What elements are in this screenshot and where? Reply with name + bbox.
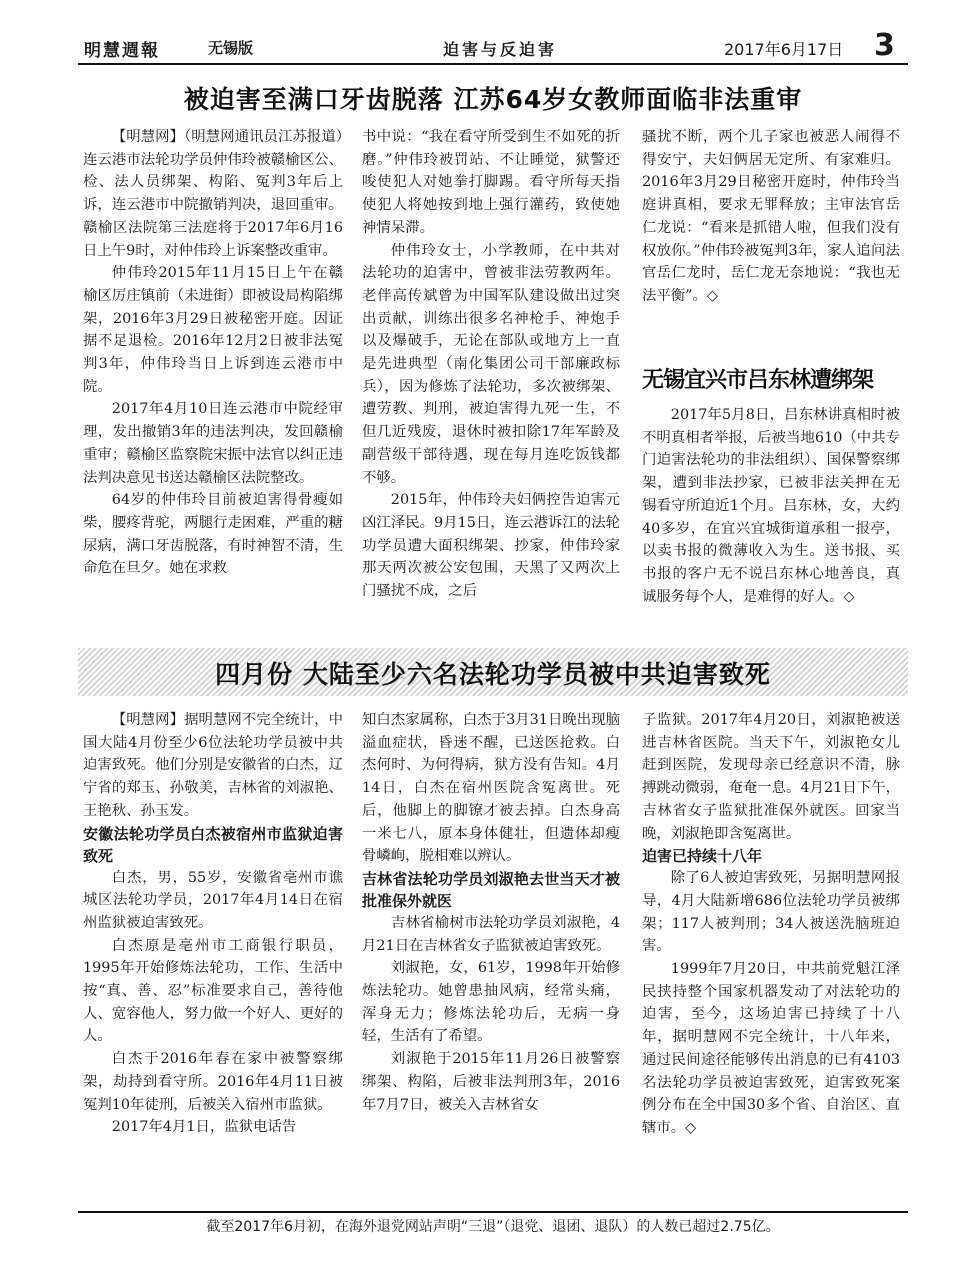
article1-column-2 bbox=[362, 126, 620, 603]
paragraph: 仲伟玲2015年11月15日上午在赣榆区厉庄镇前（未进街）即被设局构陷绑架，2016年3月29日被秘密开庭。因证据不足退检。2016年12月2日被非法冤判3年，仲伟玲当日上诉到连云港市中院。 bbox=[83, 265, 343, 395]
paragraph: 子监狱。2017年4月20日，刘淑艳被送进吉林省医院。当天下午，刘淑艳女儿赶到医院，发现母亲已经意识不清，脉搏跳动微弱，奄奄一息。4月21日下午，吉林省女子监狱批准保外就医。回家当晚，刘淑艳即含冤离世。 bbox=[642, 712, 900, 842]
subheading: 迫害已持续十八年 bbox=[642, 847, 763, 866]
article3-column-1 bbox=[83, 709, 343, 1139]
paragraph: 【明慧网】据明慧网不完全统计，中国大陆4月份至少6位法轮功学员被中共迫害致死。他们分别是安徽省的白杰，辽宁省的郑玉、孙敬美，吉林省的刘淑艳、王艳秋、孙玉发。 bbox=[83, 712, 343, 819]
paragraph: 刘淑艳于2015年11月26日被警察绑架、构陷，后被非法判刑3年，2016年7月7日，被关入吉林省女 bbox=[362, 1051, 620, 1113]
paragraph: 骚扰不断，两个儿子家也被恶人闹得不得安宁，夫妇俩居无定所、有家难归。2016年3月29日秘密开庭时，仲伟玲当庭讲真相，要求无罪释放；主审法官岳仁龙说：“看来是抓错人啦，但我们没有权放你。”仲伟玲被冤判3年，家人追问法官岳仁龙时，岳仁龙无奈地说：“我也无法平衡”。◇ bbox=[642, 129, 900, 304]
paragraph: 白杰，男，55岁，安徽省亳州市谯城区法轮功学员，2017年4月14日在宿州监狱被迫害致死。 bbox=[83, 869, 343, 931]
article3-headline: 四月份 大陆至少六名法轮功学员被中共迫害致死 bbox=[215, 660, 771, 689]
edition-label: 无锡版 bbox=[208, 39, 254, 57]
paragraph: 2015年，仲伟玲夫妇俩控告迫害元凶江泽民。9月15日，连云港诉江的法轮功学员遭大面积绑架、抄家，仲伟玲家那天两次被公安包围，天黑了又两次上门骚扰不成，之后 bbox=[362, 492, 620, 600]
paragraph: 刘淑艳，女，61岁，1998年开始修炼法轮功。她曾患抽风病，经常头痛，浑身无力；修炼法轮功后，无病一身轻，生活有了希望。 bbox=[362, 960, 620, 1045]
page-header bbox=[78, 30, 908, 66]
article2-body bbox=[642, 404, 900, 608]
paragraph: 1999年7月20日，中共前党魁江泽民挟持整个国家机器发动了对法轮功的迫害，至今，这场迫害已持续了十八年，据明慧网不完全统计，十八年来，通过民间途径能够传出消息的已有4103名法轮功学员被迫害致死，迫害致死案例分布在全中国30多个省、自治区、直辖市。◇ bbox=[642, 961, 900, 1136]
section-title: 迫害与反迫害 bbox=[443, 40, 558, 59]
article3-column-2 bbox=[362, 709, 620, 1116]
article3-banner bbox=[78, 648, 908, 696]
article3-column-3 bbox=[642, 709, 900, 1140]
paragraph: 白杰原是亳州市工商银行职员，1995年开始修炼法轮功，工作、生活中按“真、善、忍”标准要求自己，善待他人、宽容他人，努力做一个好人、更好的人。 bbox=[83, 937, 343, 1045]
page-number: 3 bbox=[874, 28, 895, 63]
paragraph: 除了6人被迫害致死，另据明慧网报导，4月大陆新增686位法轮功学员被绑架；117人被判刑；34人被送洗脑班迫害。 bbox=[642, 870, 900, 955]
paragraph: 知白杰家属称，白杰于3月31日晚出现脑溢血症状，昏迷不醒，已送医抢救。白杰何时、为何得病，狱方没有告知。4月14日，白杰在宿州医院含冤离世。死后，他脚上的脚镣才被去掉。白杰身高一米七八，原本身体健壮，但遗体却瘦骨嶙峋，脱相难以辨认。 bbox=[362, 712, 620, 865]
article2-headline: 无锡宜兴市吕东林遭绑架 bbox=[642, 368, 874, 393]
paragraph: 2017年4月10日连云港市中院经审理，发出撤销3年的违法判决，发回赣榆重审；赣榆区监察院宋振中法官以纠正违法判决意见书送达赣榆区法院整改。 bbox=[83, 401, 343, 486]
footer-notice: 截至2017年6月初，在海外退党网站声明“三退”（退党、退团、退队）的人数已超过2.75亿。 bbox=[206, 1219, 780, 1235]
newspaper-brand: 明慧週報 bbox=[84, 41, 160, 61]
footer-rule bbox=[78, 1211, 908, 1213]
subheading: 安徽法轮功学员白杰被宿州市监狱迫害致死 bbox=[83, 824, 343, 865]
article2-paragraph: 2017年5月8日，吕东林讲真相时被不明真相者举报，后被当地610（中共专门迫害法轮功的非法组织）、国保警察绑架，遭到非法抄家，已被非法关押在无锡看守所迫近1个月。吕东林，女，大约40多岁，在宜兴宜城街道承租一报亭，以卖书报的微薄收入为生。送书报、买书报的客户无不说吕东林心地善良，真诚服务每个人，是难得的好人。◇ bbox=[642, 407, 900, 605]
article1-column-1 bbox=[83, 126, 343, 580]
paragraph: 吉林省榆树市法轮功学员刘淑艳，4月21日在吉林省女子监狱被迫害致死。 bbox=[362, 914, 620, 954]
subheading: 吉林省法轮功学员刘淑艳去世当天才被批准保外就医 bbox=[362, 869, 620, 910]
issue-date: 2017年6月17日 bbox=[724, 40, 844, 59]
paragraph: 白杰于2016年春在家中被警察绑架，劫持到看守所。2016年4月11日被冤判10年徒刑，后被关入宿州市监狱。 bbox=[83, 1051, 343, 1113]
paragraph: 仲伟玲女士，小学教师，在中共对法轮功的迫害中，曾被非法劳教两年。老伴高传斌曾为中国军队建设做出过突出贡献，训练出很多名神枪手、神炮手以及爆破手，无论在部队或地方上一直是先进典型（南化集团公司干部廉政标兵），因为修炼了法轮功，多次被绑架、遭劳教、判刑，被迫害得九死一生，不但几近残废，退休时被扣除17年军龄及副营级干部待遇，现在每月连吃饭钱都不够。 bbox=[362, 242, 620, 486]
paragraph: 64岁的仲伟玲目前被迫害得骨瘦如柴，腰疼背驼，两腿行走困难，严重的糖尿病，满口牙齿脱落，有时神智不清，生命危在旦夕。她在求救 bbox=[83, 492, 343, 577]
article1-column-3 bbox=[642, 126, 900, 308]
article1-headline: 被迫害至满口牙齿脱落 江苏64岁女教师面临非法重审 bbox=[183, 85, 803, 114]
paragraph: 书中说：“我在看守所受到生不如死的折磨。”仲伟玲被罚站、不让睡觉，狱警还唆使犯人对她拳打脚踢。看守所每天指使犯人将她按到地上强行灌药，致使她神情呆滞。 bbox=[362, 129, 620, 236]
paragraph: 2017年4月1日，监狱电话告 bbox=[111, 1119, 297, 1136]
header-rule bbox=[78, 63, 908, 65]
paragraph: 【明慧网】（明慧网通讯员江苏报道）连云港市法轮功学员仲伟玲被赣榆区公、检、法人员绑架、构陷、冤判3年后上诉，连云港市中院撤销判决，退回重审。赣榆区法院第三法庭将于2017年6月16日上午9时，对仲伟玲上诉案整改重审。 bbox=[83, 129, 343, 259]
